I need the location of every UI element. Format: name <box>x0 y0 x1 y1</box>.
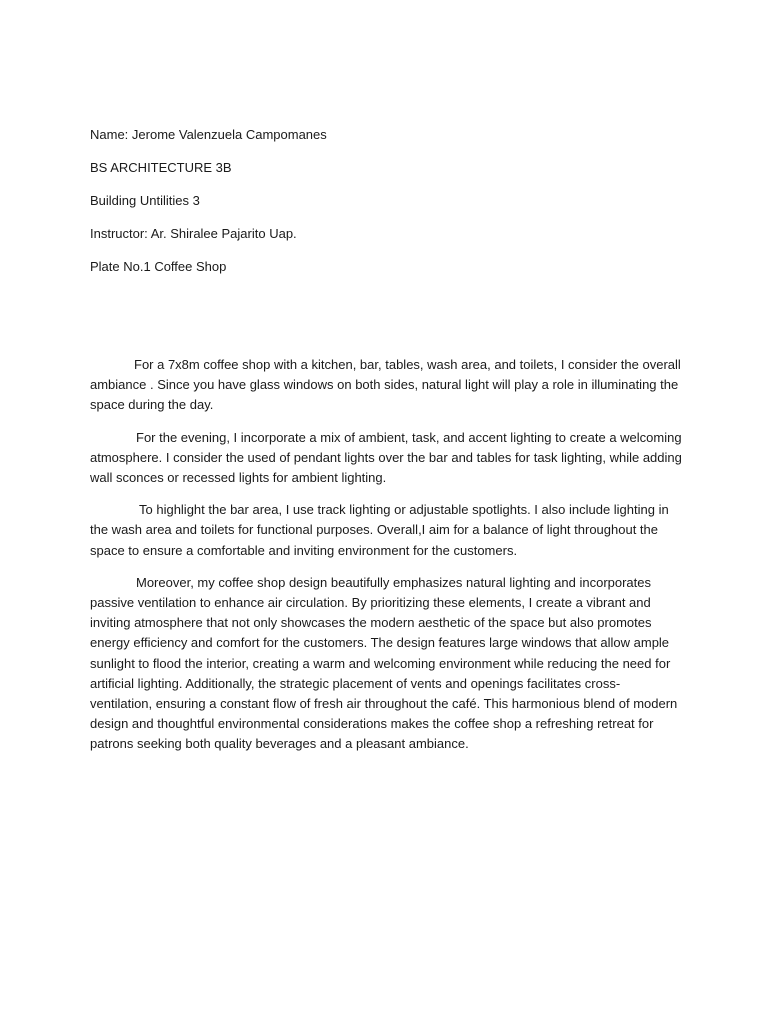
instructor-name: Instructor: Ar. Shiralee Pajarito Uap. <box>90 226 297 241</box>
plate-title: Plate No.1 Coffee Shop <box>90 259 227 274</box>
paragraph-2: For the evening, I incorporate a mix of ambient, task, and accent lighting to create a welcoming atmosphere. I consider the used of pendant lights over the bar and tables for task lighting, while adding wall sconces or recessed lights for ambient lighting. <box>90 429 682 486</box>
course-section: BS ARCHITECTURE 3B <box>90 160 232 175</box>
essay-body <box>90 355 682 767</box>
student-name: Name: Jerome Valenzuela Campomanes <box>90 127 327 142</box>
paragraph-3: To highlight the bar area, I use track lighting or adjustable spotlights. I also include lighting in the wash area and toilets for functional purposes. Overall,I aim for a balance of light throughout the space to ensure a comfortable and inviting environment for the customers. <box>90 502 669 558</box>
paragraph-1: For a 7x8m coffee shop with a kitchen, bar, tables, wash area, and toilets, I consider the overall ambiance . Since you have glass windows on both sides, natural light will play a role in illuminating the space during the day. <box>90 357 681 413</box>
subject-title: Building Untilities 3 <box>90 193 200 208</box>
paragraph-4: Moreover, my coffee shop design beautifully emphasizes natural lighting and incorporates passive ventilation to enhance air circulation. By prioritizing these elements, I create a vibrant and inviting atmosphere that not only showcases the modern aesthetic of the space but also promotes energy efficiency and comfort for the customers. The design features large windows that allow ample sunlight to flood the interior, creating a warm and welcoming environment while reducing the need for artificial lighting. Additionally, the strategic placement of vents and openings facilitates cross-ventilation, ensuring a constant flow of fresh air throughout the café. This harmonious blend of modern design and thoughtful environmental considerations makes the coffee shop a refreshing retreat for patrons seeking both quality beverages and a pleasant ambiance. <box>90 574 678 752</box>
